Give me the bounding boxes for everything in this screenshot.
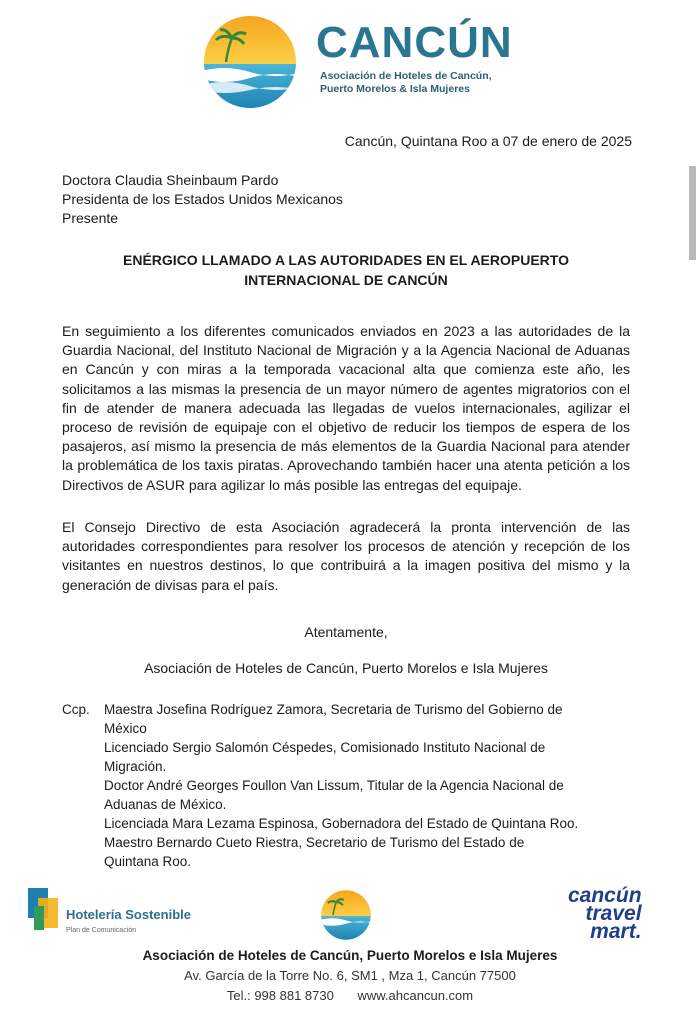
hoteleria-sostenible-title: Hotelería Sostenible [66,907,191,922]
hoteleria-sostenible-icon [28,888,62,934]
ccp-line: Doctor André Georges Foullon Van Lissum, Titular de la Agencia Nacional de [104,778,564,793]
recipient-presente: Presente [62,210,119,226]
subject-line-1: ENÉRGICO LLAMADO A LAS AUTORIDADES EN EL AEROPUERTO [123,252,569,268]
ctm-line-2: travel [585,902,642,925]
letter-date: Cancún, Quintana Roo a 07 de enero de 2025 [344,133,632,149]
subject-line-2: INTERNACIONAL DE CANCÚN [244,272,448,288]
ccp-line: Aduanas de México. [104,797,227,812]
ccp-line: Maestra Josefina Rodríguez Zamora, Secretaria de Turismo del Gobierno de [104,702,563,717]
ccp-list [104,700,644,871]
logo-name: CANCÚN [316,18,513,67]
ccp-line: Licenciado Sergio Salomón Céspedes, Comisionado Instituto Nacional de [104,740,546,755]
footer-website[interactable]: www.ahcancun.com [357,988,474,1003]
body-paragraph-1: En seguimiento a los diferentes comunicados enviados en 2023 a las autoridades de la Guardia Nacional, del Instituto Nacional de Migración y a la Agencia Nacional de Aduanas en Cancún y con miras a la temporada vacacional alta que comienza este año, les solicitamos a las mismas la presencia de un mayor número de agentes migratorios con el fin de atender de manera adecuada las llegadas de vuelos internacionales, agilizar el proceso de revisión de equipaje con el objetivo de reducir los tiempos de espera de los pasajeros, así mismo la presencia de más elementos de la Guardia Nacional para atender la problemática de los taxis piratas. Aprovechando también hacer una atenta petición a los Directivos de ASUR para agilizar lo más posible las entregas del equipaje. [62,323,630,493]
hoteleria-sostenible-subtitle: Plan de Comunicación [66,927,137,934]
footer-contact [0,988,700,1003]
ccp-label: Ccp. [62,702,90,717]
logo-subtitle-line-2: Puerto Morelos & Isla Mujeres [320,83,470,95]
closing: Atentamente, [304,624,388,640]
recipient-title: Presidenta de los Estados Unidos Mexicanos [62,191,343,207]
footer-phone: Tel.: 998 881 8730 [226,988,334,1003]
footer-organization: Asociación de Hoteles de Cancún, Puerto Morelos e Isla Mujeres [142,948,558,963]
cancun-travel-mart-logo [568,884,642,943]
ctm-line-3: mart. [590,920,642,943]
cancun-footer-emblem [318,888,374,942]
body-paragraph-2: El Consejo Directivo de esta Asociación agradecerá la pronta intervención de las autoridades correspondientes para resolver los procesos de atención y recepción de los visitantes en nuestros destinos, lo que contribuirá a la imagen positiva del mismo y la generación de divisas para el país. [62,519,630,593]
ccp-line: Licenciada Mara Lezama Espinosa, Gobernadora del Estado de Quintana Roo. [104,816,579,831]
logo-subtitle-line-1: Asociación de Hoteles de Cancún, [320,70,492,82]
ccp-line: Maestro Bernardo Cueto Riestra, Secretario de Turismo del Estado de [104,835,525,850]
ccp-line: Migración. [104,759,167,774]
logo-subtitle [320,70,492,96]
footer-address: Av. García de la Torre No. 6, SM1 , Mza 1, Cancún 77500 [184,968,516,983]
letter-subject [62,250,630,290]
recipient-name: Doctora Claudia Sheinbaum Pardo [62,172,279,188]
cancun-logo-emblem [198,12,302,112]
ccp-line: México [104,721,147,736]
scrollbar-thumb[interactable] [689,166,696,260]
ctm-line-1: cancún [568,884,642,907]
signature: Asociación de Hoteles de Cancún, Puerto Morelos e Isla Mujeres [144,660,548,676]
recipient-block [62,171,343,228]
ccp-line: Quintana Roo. [104,854,192,869]
